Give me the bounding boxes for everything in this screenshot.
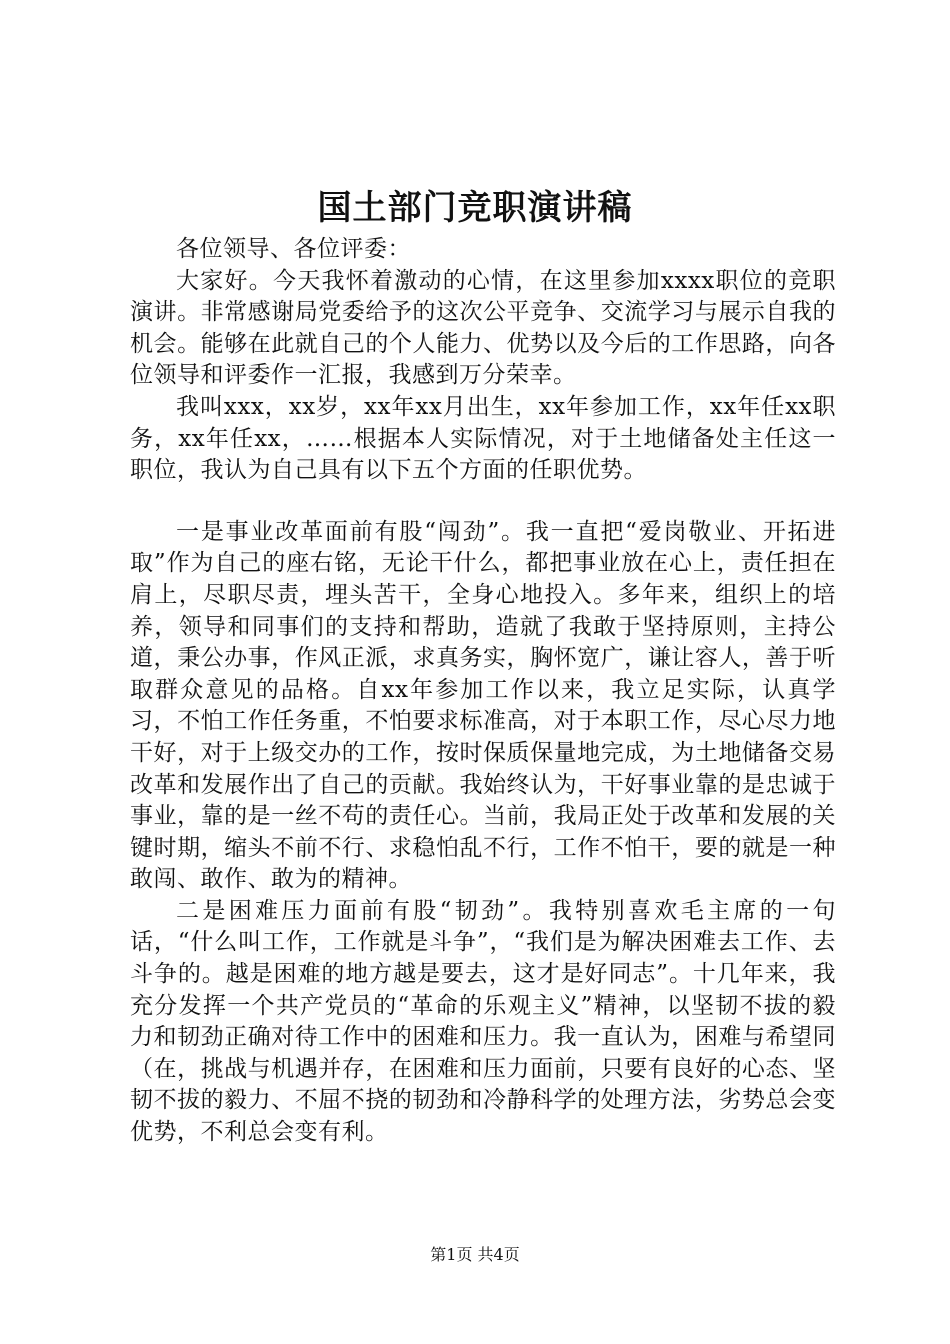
document-title: 国土部门竞职演讲稿 bbox=[317, 188, 633, 228]
paragraph-advantage-one: 一是事业改革面前有股“闯劲”。我一直把“爱岗敬业、开拓进取”作为自己的座右铭，无论干什么，都把事业放在心上，责任担在肩上，尽职尽责，埋头苦干，全身心地投入。多年来，组织上的培养，领导和同事们的支持和帮助，造就了我敢于坚持原则，主持公道，秉公办事，作风正派，求真务实，胸怀宽广，谦让容人，善于听取群众意见的品格。自xx年参加工作以来，我立足实际，认真学习，不怕工作任务重，不怕要求标准高，对于本职工作，尽心尽力地干好，对于上级交办的工作，按时保质保量地完成，为土地储备交易改革和发展作出了自己的贡献。我始终认为，干好事业靠的是忠诚于事业，靠的是一丝不苟的责任心。当前，我局正处于改革和发展的关键时期，缩头不前不行、求稳怕乱不行，工作不怕干，要的就是一种敢闯、敢作、敢为的精神。 bbox=[130, 518, 836, 893]
paragraph-greeting: 大家好。今天我怀着激动的心情，在这里参加xxxx职位的竞职演讲。非常感谢局党委给予的这次公平竞争、交流学习与展示自我的机会。能够在此就自己的个人能力、优势以及今后的工作思路，向各位领导和评委作一汇报，我感到万分荣幸。 bbox=[130, 267, 836, 389]
salutation: 各位领导、各位评委： bbox=[176, 236, 411, 262]
document-body bbox=[130, 234, 836, 1149]
paragraph-advantage-two: 二是困难压力面前有股“韧劲”。我特别喜欢毛主席的一句话，“什么叫工作，工作就是斗争”，“我们是为解决困难去工作、去斗争的。越是困难的地方越是要去，这才是好同志”。十几年来，我充分发挥一个共产党员的“革命的乐观主义”精神，以坚韧不拔的毅力和韧劲正确对待工作中的困难和压力。我一直认为，困难与希望同（在，挑战与机遇并存，在困难和压力面前，只要有良好的心态、坚韧不拔的毅力、不屈不挠的韧劲和冷静科学的处理方法，劣势总会变优势，不利总会变有利。 bbox=[130, 897, 836, 1146]
paragraph-introduction: 我叫xxx，xx岁，xx年xx月出生，xx年参加工作，xx年任xx职务，xx年任xx，……根据本人实际情况，对于土地储备处主任这一职位，我认为自己具有以下五个方面的任职优势。 bbox=[130, 393, 836, 484]
page-number-footer: 第1页 共4页 bbox=[430, 1245, 520, 1264]
